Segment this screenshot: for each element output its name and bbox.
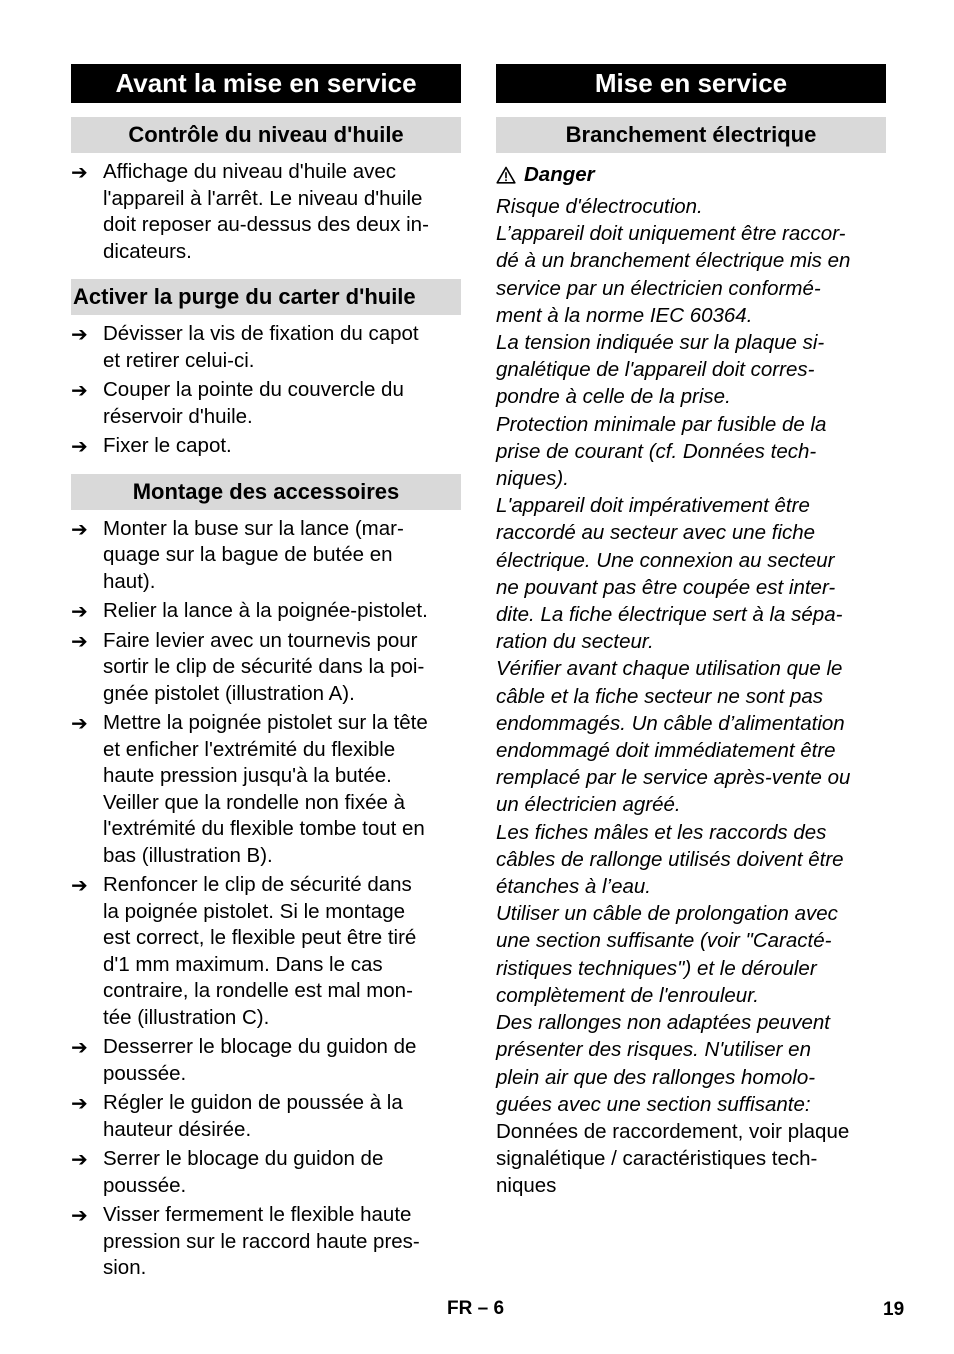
oil-vent-steps [71,321,461,460]
subsection-title-oil-vent: Activer la purge du carter d'huile [71,279,461,315]
danger-paragraph: Utiliser un câble de prolongation avec une section suffisante (voir "Caracté- ristiques techniques") et le dérouler complètement de l'enrouleur. [496,902,838,1007]
arrow-right-icon: ➔ [71,1037,88,1059]
arrow-right-icon: ➔ [71,713,88,735]
arrow-right-icon: ➔ [71,1205,88,1227]
list-item: ➔ Fixer le capot. [71,434,232,458]
list-item: ➔ Dévisser la vis de fixation du capot et retirer celui-ci. [71,322,419,372]
list-item: ➔ Régler le guidon de poussée à la hauteur désirée. [71,1091,403,1141]
list-item: ➔ Mettre la poignée pistolet sur la tête et enficher l'extrémité du flexible haute pression jusqu'à la butée. Veiller que la rondelle non fixée à l'extrémité du flexible tombe tout en bas (illustration B). [71,711,428,867]
list-item: ➔ Relier la lance à la poignée-pistolet. [71,599,428,623]
right-column [496,64,886,1200]
section-title-before-startup: Avant la mise en service [71,64,461,103]
left-column [71,64,461,1285]
arrow-right-icon: ➔ [71,875,88,897]
danger-paragraph: Risque d'électrocution. [496,195,703,218]
section-title-startup: Mise en service [496,64,886,103]
arrow-right-icon: ➔ [71,324,88,346]
danger-text [496,193,886,1118]
arrow-right-icon: ➔ [71,380,88,402]
list-item: ➔ Monter la buse sur la lance (mar- quage sur la bague de butée en haut). [71,516,404,593]
arrow-right-icon: ➔ [71,601,88,623]
warning-triangle-icon [496,166,516,184]
connection-data-paragraph: Données de raccordement, voir plaque signalétique / caractéristiques tech- niques [496,1119,850,1198]
danger-paragraph: Les fiches mâles et les raccords des câbles de rallonge utilisés doivent être étanches à l’eau. [496,820,844,899]
arrow-right-icon: ➔ [71,162,88,184]
arrow-right-icon: ➔ [71,1149,88,1171]
list-item: ➔ Faire levier avec un tournevis pour sortir le clip de sécurité dans la poi- gnée pistolet (illustration A). [71,628,425,705]
arrow-right-icon: ➔ [71,436,88,458]
danger-paragraph: La tension indiquée sur la plaque si- gnalétique de l'appareil doit corres- pondre à celle de la prise. [496,331,825,409]
subsection-title-accessories: Montage des accessoires [71,474,461,510]
list-item: ➔ Couper la pointe du couvercle du réservoir d'huile. [71,378,404,428]
list-item: ➔ Desserrer le blocage du guidon de poussée. [71,1035,417,1085]
danger-label: Danger [524,163,595,186]
footer-page-number: 19 [883,1299,905,1320]
danger-paragraph: Protection minimale par fusible de la prise de courant (cf. Données tech- niques). [496,412,827,491]
arrow-right-icon: ➔ [71,1093,88,1115]
list-item: ➔ Renfoncer le clip de sécurité dans la poignée pistolet. Si le montage est correct, le flexible peut être tiré d'1 mm maximum. Dans le cas contraire, la rondelle est mal mon- tée (illustration C). [71,873,417,1029]
connection-data-text [496,1118,886,1200]
oil-level-steps [71,159,461,265]
danger-paragraph: L'appareil doit impérativement être raccordé au secteur avec une fiche électrique. Une connexion au secteur ne pouvant pas être coupée est inter- dite. La fiche électrique sert à la sépa- ration du secteur. [496,494,843,654]
danger-paragraph: L’appareil doit uniquement être raccor- dé à un branchement électrique mis en service par un électricien conformé- ment à la norme IEC 60364. [496,222,851,327]
footer-language-page: FR – 6 [447,1298,505,1319]
danger-paragraph: Des rallonges non adaptées peuvent présenter des risques. N'utiliser en plein air que des rallonges homolo- guées avec une section suffisante: [496,1011,830,1116]
list-item: ➔ Affichage du niveau d'huile avec l'appareil à l'arrêt. Le niveau d'huile doit reposer au-dessus des deux in- dicateurs. [71,160,429,263]
accessories-steps [71,516,461,1282]
danger-paragraph: Vérifier avant chaque utilisation que le câble et la fiche secteur ne sont pas endommagés. Un câble d’alimentation endommagé doit immédiatement être remplacé par le service après-vente ou un électricien agréé. [496,657,851,817]
list-item: ➔ Serrer le blocage du guidon de poussée. [71,1147,384,1197]
danger-heading [496,161,886,189]
subsection-title-electrical-connection: Branchement électrique [496,117,886,153]
list-item: ➔ Visser fermement le flexible haute pression sur le raccord haute pres- sion. [71,1203,420,1279]
arrow-right-icon: ➔ [71,630,88,653]
arrow-right-icon: ➔ [71,518,88,541]
subsection-title-oil-level: Contrôle du niveau d'huile [71,117,461,153]
